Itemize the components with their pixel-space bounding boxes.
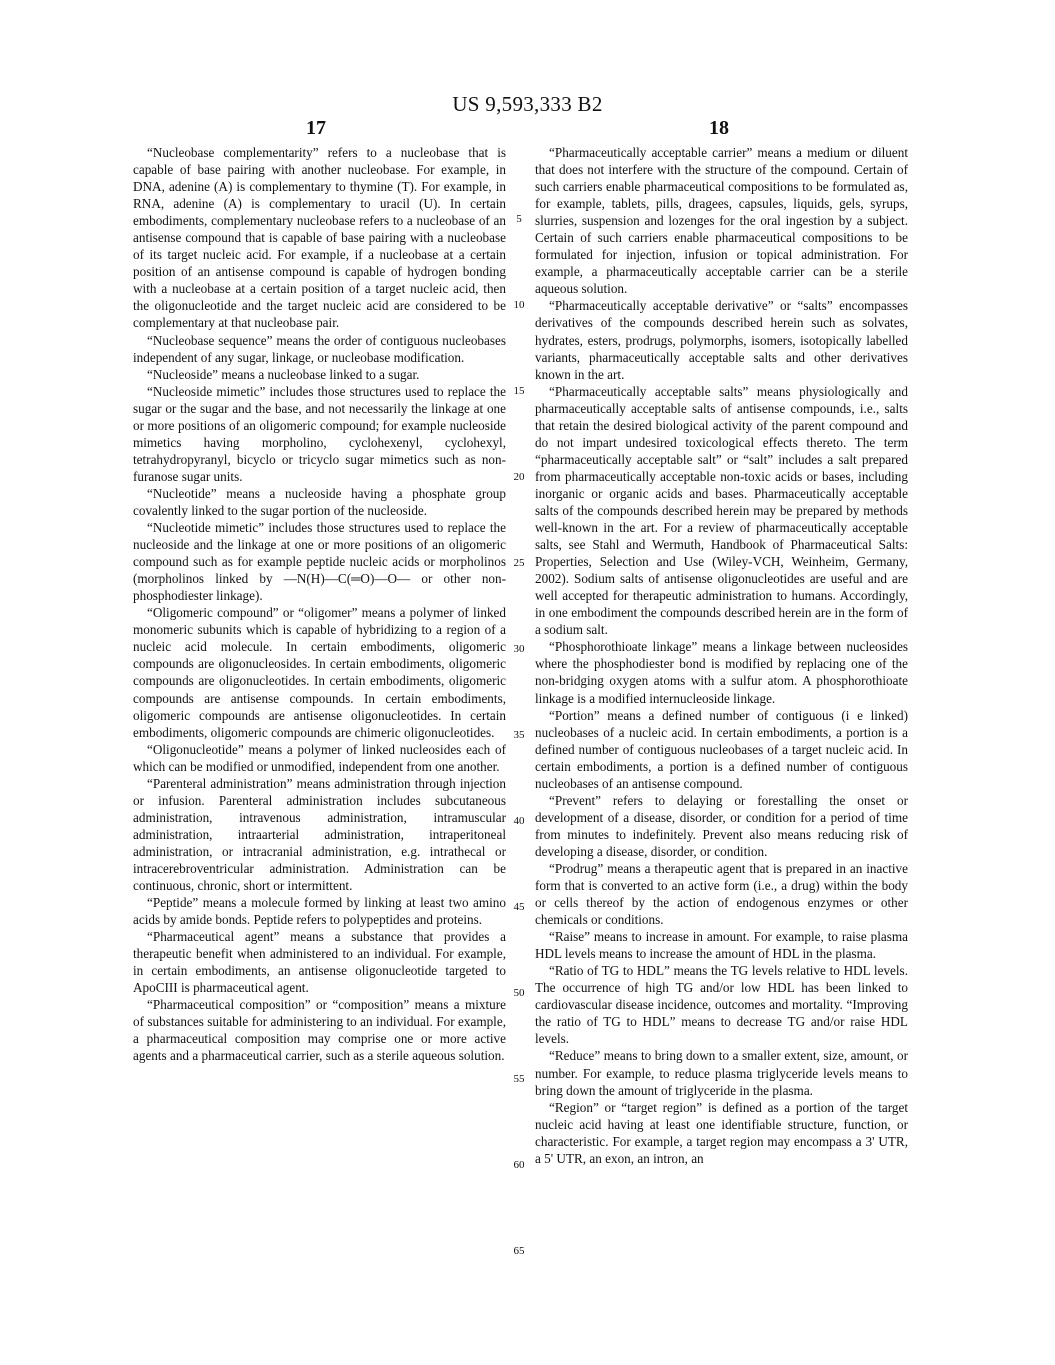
paragraph: “Region” or “target region” is defined as a portion of the target nucleic acid having at least one identifiable structure, function, or characteristic. For example, a target region may encompass a 3' UTR, a 5' UTR, an exon, an intron, an	[535, 1099, 908, 1166]
line-number: 55	[513, 1073, 525, 1085]
paragraph: “Nucleotide mimetic” includes those structures used to replace the nucleoside and the linkage at one or more positions of an oligomeric compound such as for example peptide nucleic acids or morpholinos (morpholinos linked by —N(H)—C(═O)—O— or other non-phosphodiester linkage).	[133, 520, 506, 604]
paragraph: “Pharmaceutically acceptable derivative” or “salts” encompasses derivatives of the compounds described herein such as solvates, hydrates, esters, prodrugs, polymorphs, isomers, isotopically labelled variants, pharmaceutically acceptable salts and other derivatives known in the art.	[535, 298, 908, 382]
right-text-column	[535, 144, 908, 1167]
line-number: 45	[513, 901, 525, 913]
paragraph: “Nucleoside mimetic” includes those structures used to replace the sugar or the sugar and the base, and not necessarily the linkage at one or more positions of an oligomeric compound; for example nucleoside mimetics having morpholino, cyclohexenyl, cyclohexyl, tetrahydropyranyl, bicyclo or tricyclo sugar mimetics such as non-furanose sugar units.	[133, 383, 506, 484]
paragraph: “Pharmaceutical agent” means a substance that provides a therapeutic benefit when administered to an individual. For example, in certain embodiments, an antisense oligonucleotide targeted to ApoCIII is pharmaceutical agent.	[133, 929, 506, 996]
paragraph: “Pharmaceutically acceptable carrier” means a medium or diluent that does not interfere with the structure of the compound. Certain of such carriers enable pharmaceutical compositions to be formulated as, for example, tablets, pills, dragees, capsules, liquids, gels, syrups, slurries, suspension and lozenges for the oral ingestion by a subject. Certain of such carriers enable pharmaceutical compositions to be formulated for injection, infusion or topical administration. For example, a pharmaceutically acceptable carrier can be a sterile aqueous solution.	[535, 145, 908, 297]
paragraph: “Nucleobase complementarity” refers to a nucleobase that is capable of base pairing with another nucleobase. For example, in DNA, adenine (A) is complementary to thymine (T). For example, in RNA, adenine (A) is complementary to uracil (U). In certain embodiments, complementary nucleobase refers to a nucleobase of an antisense compound that is capable of base pairing with a nucleobase of its target nucleic acid. For example, if a nucleobase at a certain position of an antisense compound is capable of hydrogen bonding with a nucleobase at a certain position of a target nucleic acid, then the oligonucleotide and the target nucleic acid are considered to be complementary at that nucleobase pair.	[133, 145, 506, 331]
right-column-number: 18	[709, 117, 729, 139]
paragraph: “Portion” means a defined number of contiguous (i e linked) nucleobases of a nucleic acid. In certain embodiments, a portion is a defined number of contiguous nucleobases of a target nucleic acid. In certain embodiments, a portion is a defined number of contiguous nucleobases of an antisense compound.	[535, 707, 908, 791]
paragraph: “Oligonucleotide” means a polymer of linked nucleosides each of which can be modified or unmodified, independent from one another.	[133, 741, 506, 774]
paragraph: “Oligomeric compound” or “oligomer” means a polymer of linked monomeric subunits which is capable of hybridizing to a region of a nucleic acid molecule. In certain embodiments, oligomeric compounds are oligonucleosides. In certain embodiments, oligomeric compounds are oligonucleotides. In certain embodiments, oligomeric compounds are antisense compounds. In certain embodiments, oligomeric compounds are antisense oligonucleotides. In certain embodiments, oligomeric compounds are chimeric oligonucleotides.	[133, 605, 506, 740]
line-number: 40	[513, 815, 525, 827]
line-number: 25	[513, 557, 525, 569]
line-number: 30	[513, 643, 525, 655]
paragraph: “Raise” means to increase in amount. For example, to raise plasma HDL levels means to increase the amount of HDL in the plasma.	[535, 929, 908, 962]
paragraph: “Phosphorothioate linkage” means a linkage between nucleosides where the phosphodiester bond is modified by replacing one of the non-bridging oxygen atoms with a sulfur atom. A phosphorothioate linkage is a modified internucleoside linkage.	[535, 639, 908, 706]
paragraph: “Prevent” refers to delaying or forestalling the onset or development of a disease, disorder, or condition for a period of time from minutes to indefinitely. Prevent also means reducing risk of developing a disease, disorder, or condition.	[535, 792, 908, 859]
line-number: 15	[513, 385, 525, 397]
paragraph: “Parenteral administration” means administration through injection or infusion. Parenteral administration includes subcutaneous administration, intravenous administration, intramuscular administration, intraarterial administration, intraperitoneal administration, or intracranial administration, e.g. intrathecal or intracerebroventricular administration. Administration can be continuous, chronic, short or intermittent.	[133, 775, 506, 894]
paragraph: “Prodrug” means a therapeutic agent that is prepared in an inactive form that is converted to an active form (i.e., a drug) within the body or cells thereof by the action of endogenous enzymes or other chemicals or conditions.	[535, 860, 908, 928]
line-number: 20	[513, 471, 525, 483]
line-number: 50	[513, 987, 525, 999]
paragraph: “Pharmaceutically acceptable salts” means physiologically and pharmaceutically acceptable salts of antisense compounds, i.e., salts that retain the desired biological activity of the parent compound and do not impart undesired toxicological effects thereto. The term “pharmaceutically acceptable salt” or “salt” includes a salt prepared from pharmaceutically acceptable non-toxic acids or bases, including inorganic or organic acids and bases. Pharmaceutically acceptable salts of the compounds described herein may be prepared by methods well-known in the art. For a review of pharmaceutically acceptable salts, see Stahl and Wermuth, Handbook of Pharmaceutical Salts: Properties, Selection and Use (Wiley-VCH, Weinheim, Germany, 2002). Sodium salts of antisense oligonucleotides are useful and are well accepted for therapeutic administration to humans. Accordingly, in one embodiment the compounds described herein are in the form of a sodium salt.	[535, 383, 908, 638]
paragraph: “Nucleotide” means a nucleoside having a phosphate group covalently linked to the sugar portion of the nucleoside.	[133, 485, 506, 518]
paragraph: “Nucleoside” means a nucleobase linked to a sugar.	[147, 366, 420, 382]
paragraph: “Peptide” means a molecule formed by linking at least two amino acids by amide bonds. Peptide refers to polypeptides and proteins.	[133, 895, 506, 928]
paragraph: “Reduce” means to bring down to a smaller extent, size, amount, or number. For example, to reduce plasma triglyceride levels means to bring down the amount of triglyceride in the plasma.	[535, 1048, 908, 1098]
line-number: 65	[513, 1245, 525, 1257]
line-number: 10	[513, 299, 525, 311]
left-column-number: 17	[306, 117, 326, 139]
line-number: 60	[513, 1159, 525, 1171]
paragraph: “Ratio of TG to HDL” means the TG levels relative to HDL levels. The occurrence of high TG and/or low HDL has been linked to cardiovascular disease incidence, outcomes and mortality. “Improving the ratio of TG to HDL” means to decrease TG and/or raise HDL levels.	[535, 963, 908, 1047]
line-number: 35	[513, 729, 525, 741]
left-text-column	[133, 144, 506, 1065]
paragraph: “Pharmaceutical composition” or “composition” means a mixture of substances suitable for administering to an individual. For example, a pharmaceutical composition may comprise one or more active agents and a pharmaceutical carrier, such as a sterile aqueous solution.	[133, 997, 506, 1064]
line-number: 5	[516, 213, 522, 225]
patent-number: US 9,593,333 B2	[452, 92, 603, 116]
paragraph: “Nucleobase sequence” means the order of contiguous nucleobases independent of any sugar, linkage, or nucleobase modification.	[133, 332, 506, 365]
